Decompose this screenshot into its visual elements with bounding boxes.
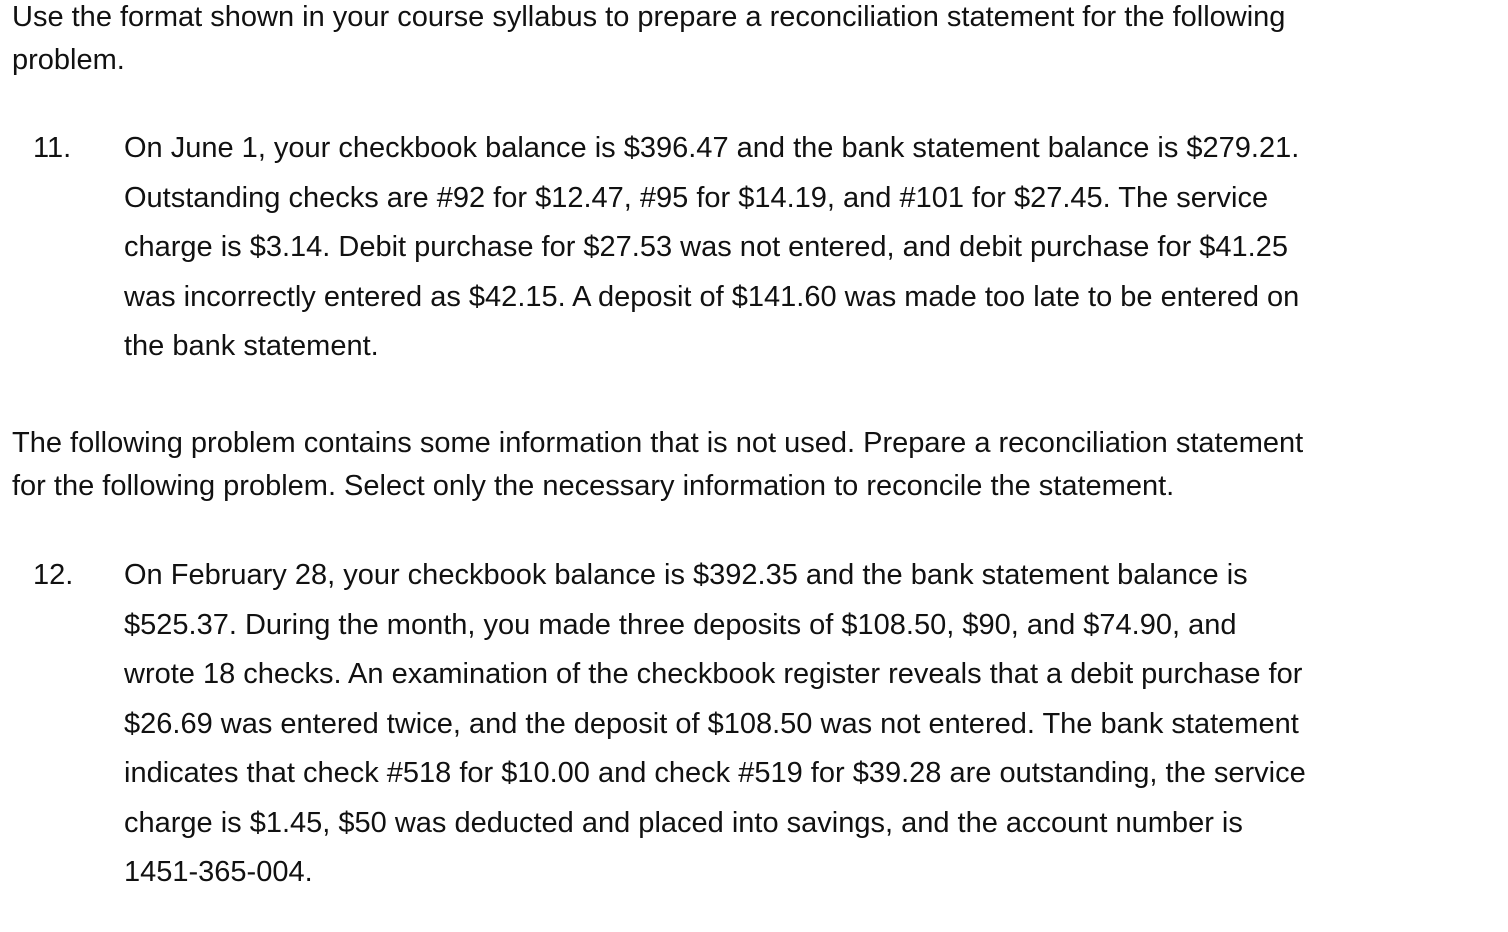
problem-number: 11. xyxy=(33,132,72,164)
intro-paragraph-1 xyxy=(12,0,1492,82)
text-line: wrote 18 checks. An examination of the checkbook register reveals that a debit purchase for xyxy=(124,658,1303,690)
text-line: charge is $1.45, $50 was deducted and placed into savings, and the account number is xyxy=(124,806,1243,839)
text-line: for the following problem. Select only the necessary information to reconcile the statement. xyxy=(12,470,1175,502)
problem-text xyxy=(124,124,1464,372)
problem-text xyxy=(124,551,1464,898)
text-line: The following problem contains some information that is not used. Prepare a reconciliation statement xyxy=(12,427,1304,459)
intro-paragraph-2 xyxy=(12,422,1492,508)
text-line: $26.69 was entered twice, and the deposit of $108.50 was not entered. The bank statement xyxy=(124,707,1299,740)
text-line: 1451-365-004. xyxy=(124,856,313,888)
text-line: Use the format shown in your course syllabus to prepare a reconciliation statement for the following xyxy=(12,1,1286,33)
text-line: indicates that check #518 for $10.00 and check #519 for $39.28 are outstanding, the service xyxy=(124,757,1306,789)
text-line: On February 28, your checkbook balance is $392.35 and the bank statement balance is xyxy=(124,559,1248,591)
text-line: $525.37. During the month, you made three deposits of $108.50, $90, and $74.90, and xyxy=(124,608,1237,641)
text-line: problem. xyxy=(12,44,125,76)
text-line: charge is $3.14. Debit purchase for $27.53 was not entered, and debit purchase for $41.25 xyxy=(124,231,1288,263)
text-line: Outstanding checks are #92 for $12.47, #95 for $14.19, and #101 for $27.45. The service xyxy=(124,181,1269,214)
problem-number: 12. xyxy=(33,559,74,591)
text-line: the bank statement. xyxy=(124,330,379,362)
text-line: was incorrectly entered as $42.15. A deposit of $141.60 was made too late to be entered on xyxy=(124,280,1300,313)
text-line: On June 1, your checkbook balance is $396.47 and the bank statement balance is $279.21. xyxy=(124,132,1300,164)
